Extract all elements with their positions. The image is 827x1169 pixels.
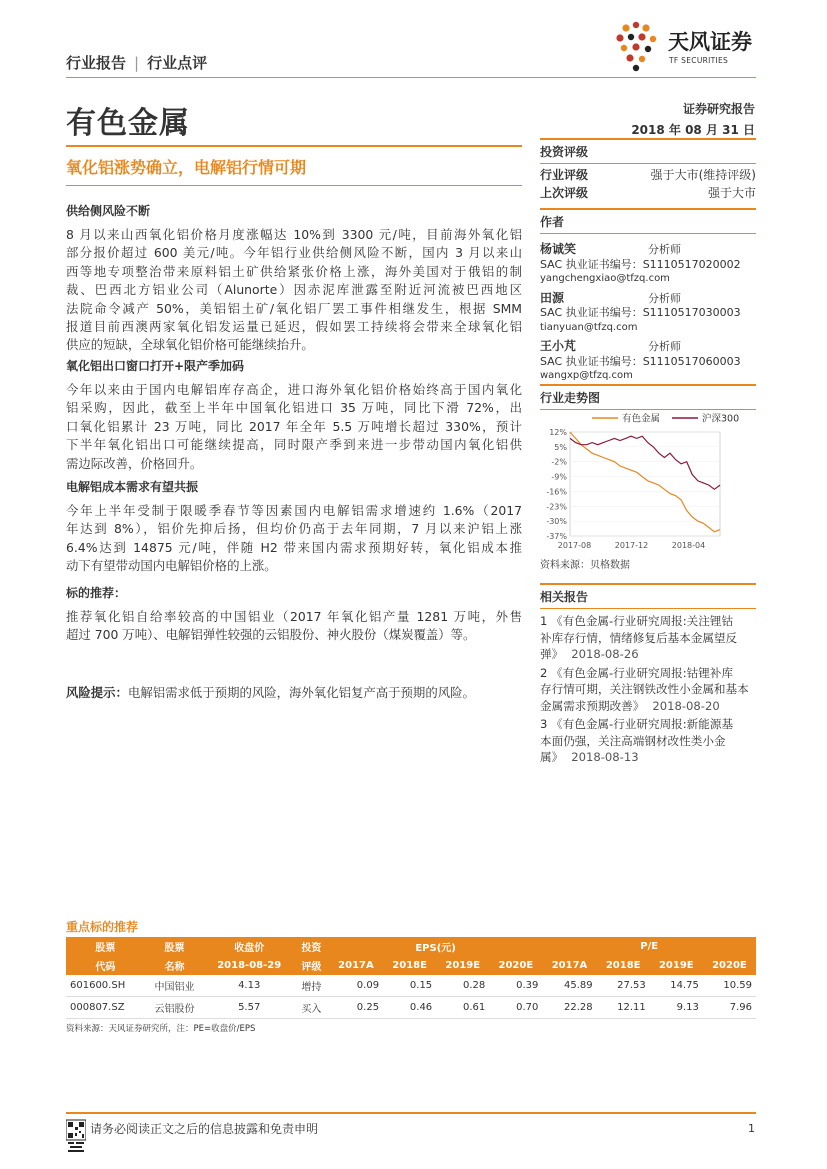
stock-table <box>66 937 756 1019</box>
report-type-label: 行业报告 <box>66 54 127 72</box>
analyst-sac: SAC 执业证书编号：S1110517020002 <box>540 257 741 271</box>
related-top-rule <box>540 583 756 585</box>
company-name-en: TF SECURITIES <box>669 56 729 65</box>
trend-chart <box>540 406 756 550</box>
report-date: 2018 年 08 月 31 日 <box>631 123 755 137</box>
table-cell: 45.89 <box>542 975 596 997</box>
footer-disclaimer[interactable]: 请务必阅读正文之后的信息披露和免责申明 <box>90 1122 319 1136</box>
section-title: 供给侧风险不断 <box>66 204 151 218</box>
y-tick-label: -16% <box>546 487 567 497</box>
table-cell: 22.28 <box>542 997 596 1019</box>
header-cell: 2018-08-29 <box>204 956 294 975</box>
section-title: 标的推荐： <box>66 586 127 600</box>
headline-bottom-rule <box>66 185 522 186</box>
report-type <box>66 52 207 73</box>
table-title: 重点标的推荐 <box>66 920 139 934</box>
paragraph-line: 供应的短缺，全球氧化铝价格可能继续抬升。 <box>66 337 314 353</box>
section-paragraph <box>66 226 522 355</box>
table-cell: 4.13 <box>204 975 294 997</box>
analyst-sac: SAC 执业证书编号：S1110517060003 <box>540 354 741 368</box>
table-cell: 0.28 <box>436 975 489 997</box>
rating-key: 上次评级 <box>540 186 589 200</box>
table-cell: 0.09 <box>329 975 383 997</box>
table-cell: 7.96 <box>703 997 756 1019</box>
table-cell: 0.15 <box>383 975 436 997</box>
sector-title: 有色金属 <box>66 106 190 141</box>
related-date: 2018-08-26 <box>571 647 639 661</box>
table-cell: 0.46 <box>383 997 436 1019</box>
analyst-email[interactable]: yangchengxiao@tfzq.com <box>540 273 670 284</box>
author-title: 作者 <box>540 215 565 229</box>
table-row <box>66 975 756 997</box>
analyst-sac: SAC 执业证书编号：S1110517030003 <box>540 306 741 319</box>
related-panel <box>540 583 756 766</box>
related-line: 3 《有色金属-行业研究周报:新能源基 <box>540 717 734 731</box>
analyst-role: 分析师 <box>648 340 681 353</box>
table-cell: 0.39 <box>489 975 542 997</box>
paragraph-line: 超过 700 万吨）、电解铝弹性较强的云铝股份、神火股份（煤炭覆盖）等。 <box>66 627 476 643</box>
related-report[interactable] <box>540 613 756 663</box>
header-cell: 2018E <box>597 956 650 975</box>
header-divider <box>66 77 756 78</box>
table-cell: 12.11 <box>597 997 650 1019</box>
paragraph-line: 铝采购，因此，截至上半年中国氧化铝进口 35 万吨，同比下滑 72%，出 <box>66 400 522 416</box>
table-cell: 5.57 <box>204 997 294 1019</box>
legend-label: 有色金属 <box>622 413 661 425</box>
y-tick-label: -30% <box>546 517 567 527</box>
company-name: 天风证券 <box>668 30 752 54</box>
trend-top-rule <box>540 384 756 386</box>
header-cell: 2019E <box>650 956 703 975</box>
header-cell: 代码 <box>66 956 145 975</box>
related-report[interactable] <box>540 665 756 715</box>
table-cell: 0.70 <box>489 997 542 1019</box>
qr-code-icon <box>66 1118 86 1154</box>
section-title: 电解铝成本需求有望共振 <box>66 480 199 494</box>
related-line: 存行情可期，关注钢铁改性小金属和基本 <box>540 682 749 696</box>
header-cell: 2017A <box>542 956 596 975</box>
table-cell: 0.61 <box>436 997 489 1019</box>
y-tick-label: -9% <box>551 472 567 482</box>
x-tick-label: 2018-04 <box>671 541 706 550</box>
analyst-entry <box>540 242 756 287</box>
author-top-rule <box>540 208 756 210</box>
legend-label: 沪深300 <box>702 413 740 425</box>
paragraph-line: 报道目前西澳两家氧化铝发运量已延迟，假如罢工持续将会带来全球氧化铝 <box>66 319 522 335</box>
related-line: 弹》 <box>540 647 564 661</box>
header-cell: 评级 <box>294 956 329 975</box>
analyst-role: 分析师 <box>648 291 681 305</box>
header-cell: EPS(元) <box>329 937 543 956</box>
table-cell: 0.25 <box>329 997 383 1019</box>
header-cell: 投资 <box>294 937 329 956</box>
x-tick-label: 2017-12 <box>614 541 649 550</box>
report-label: 证券研究报告 <box>682 102 755 116</box>
analyst-name: 王小芃 <box>540 339 577 353</box>
table-cell: 601600.SH <box>66 975 145 997</box>
report-subtype-label: 行业点评 <box>147 54 208 72</box>
related-line: 属》 <box>540 750 564 764</box>
y-tick-label: 12% <box>549 428 567 437</box>
risk-warning <box>66 684 522 702</box>
paragraph-line: 法院命令减产 50%，美铝铝土矿/氧化铝厂罢工事件相继发生，根据 SMM <box>66 300 522 316</box>
trend-title: 行业走势图 <box>540 391 601 405</box>
paragraph-line: 需边际改善，价格回升。 <box>66 455 203 471</box>
table-row <box>66 997 756 1019</box>
table-note: 资料来源：天风证券研究所，注：PE=收盘价/EPS <box>66 1024 256 1034</box>
related-divider <box>540 608 756 609</box>
analyst-name: 杨诚笑 <box>540 242 577 256</box>
section-title: 氧化铝出口窗口打开+限产季加码 <box>66 359 245 373</box>
rating-value: 强于大市 <box>707 186 756 200</box>
analyst-name: 田源 <box>540 290 565 305</box>
paragraph-line: 推荐氧化铝自给率较高的中国铝业（2017 年氧化铝产量 1281 万吨，外售 <box>66 609 522 624</box>
paragraph-line: 今年以来由于国内电解铝库存高企，进口海外氧化铝价格始终高于国内氧化 <box>66 382 522 397</box>
related-title: 相关报告 <box>540 590 589 604</box>
header-cell: 收盘价 <box>204 937 294 956</box>
rating-top-rule <box>540 138 756 140</box>
header-cell: 2020E <box>489 956 542 975</box>
analyst-entry <box>540 339 756 384</box>
table-cell: 中国铝业 <box>145 975 205 997</box>
y-tick-label: -23% <box>546 502 567 512</box>
series-line <box>570 436 720 489</box>
analyst-email[interactable]: tianyuan@tfzq.com <box>540 321 638 333</box>
rating-row <box>540 166 756 184</box>
chart-source: 资料来源：贝格数据 <box>540 560 630 571</box>
section-paragraph <box>66 381 522 473</box>
paragraph-line: 西等地专项整治带来原料铝土矿供给紧张价格上涨，海外美国对于俄铝的制 <box>66 263 522 279</box>
header-cell: 股票 <box>145 937 205 956</box>
header-cell: 股票 <box>66 937 145 956</box>
rating-key: 行业评级 <box>540 168 589 182</box>
related-line: 本面仍强，关注高端钢材改性类小金 <box>540 733 726 748</box>
paragraph-line: 8 月以来山西氧化铝价格月度涨幅达 10%到 3300 元/吨，目前海外氧化铝 <box>66 227 522 242</box>
y-tick-label: -37% <box>546 532 567 541</box>
table-header-row <box>66 956 756 975</box>
section-paragraph <box>66 608 522 645</box>
table-cell: 14.75 <box>650 975 703 997</box>
page-number: 1 <box>748 1122 755 1135</box>
footer-rule <box>66 1112 756 1114</box>
table-cell: 云铝股份 <box>145 997 205 1019</box>
y-tick-label: 5% <box>554 442 567 452</box>
table-cell: 增持 <box>294 975 329 997</box>
table-header-row <box>66 937 756 956</box>
paragraph-line: 裁、巴西北方铝业公司（Alunorte）因赤泥库泄露至附近河流被巴西地区 <box>66 282 522 298</box>
related-date: 2018-08-13 <box>571 750 639 764</box>
table-cell: 10.59 <box>703 975 756 997</box>
rating-divider <box>540 163 756 164</box>
rating-row <box>540 184 756 202</box>
x-tick-label: 2017-08 <box>557 541 592 550</box>
headline: 氧化铝涨势确立，电解铝行情可期 <box>66 158 307 177</box>
rating-panel <box>540 138 756 202</box>
rating-value: 强于大市(维持评级) <box>650 168 756 182</box>
paragraph-line: 今年上半年受制于限暖季春节等因素国内电解铝需求增速约 1.6%（2017 <box>66 503 522 518</box>
related-line: 补库存行情，情绪修复后基本金属望反 <box>540 630 738 645</box>
analyst-email[interactable]: wangxp@tfzq.com <box>540 370 633 381</box>
risk-label: 风险提示： <box>66 685 128 700</box>
related-line: 金属需求预期改善》 <box>540 698 645 713</box>
header-cell: 名称 <box>145 956 205 975</box>
paragraph-line: 年达到 8%），铝价先抑后扬，但均价仍高于去年同期，7 月以来沪铝上涨 <box>66 521 522 537</box>
table-cell: 9.13 <box>650 997 703 1019</box>
table-cell: 买入 <box>294 997 329 1019</box>
header-cell: 2020E <box>703 956 756 975</box>
header-cell: 2019E <box>436 956 489 975</box>
header-cell: P/E <box>542 937 756 956</box>
related-date: 2018-08-20 <box>652 698 720 713</box>
author-panel <box>540 208 756 384</box>
paragraph-line: 口氧化铝累计 23 万吨，同比 2017 年全年 5.5 万吨增长超过 330%，预计 <box>66 418 522 434</box>
table-cell: 27.53 <box>597 975 650 997</box>
analyst-role: 分析师 <box>648 243 681 256</box>
author-divider <box>540 233 756 234</box>
header-cell: 2018E <box>383 956 436 975</box>
related-line: 2 《有色金属-行业研究周报:钴锂补库 <box>540 665 734 680</box>
risk-text: 电解铝需求低于预期的风险，海外氧化铝复产高于预期的风险。 <box>127 685 475 700</box>
table-cell: 000807.SZ <box>66 997 145 1019</box>
section-paragraph <box>66 502 522 576</box>
analyst-entry <box>540 291 756 336</box>
header-cell: 2017A <box>329 956 383 975</box>
separator: | <box>134 54 140 72</box>
paragraph-line: 部分报价超过 600 美元/吨。今年铝行业供给侧风险不断，国内 3 月以来山 <box>66 245 522 261</box>
related-line: 1 《有色金属-行业研究周报:关注锂钴 <box>540 614 734 628</box>
paragraph-line: 下半年氧化铝出口可能继续提高，同时限产季到来进一步带动国内氧化铝供 <box>66 437 522 453</box>
rating-title: 投资评级 <box>540 145 589 159</box>
headline-top-rule <box>66 145 522 147</box>
paragraph-line: 6.4%达到 14875 元/吨，伴随 H2 带来国内需求预期好转，氧化铝成本推 <box>66 539 522 555</box>
paragraph-line: 动下有望带动国内电解铝价格的上涨。 <box>66 558 277 574</box>
related-report[interactable] <box>540 716 756 766</box>
y-tick-label: -2% <box>551 457 567 467</box>
